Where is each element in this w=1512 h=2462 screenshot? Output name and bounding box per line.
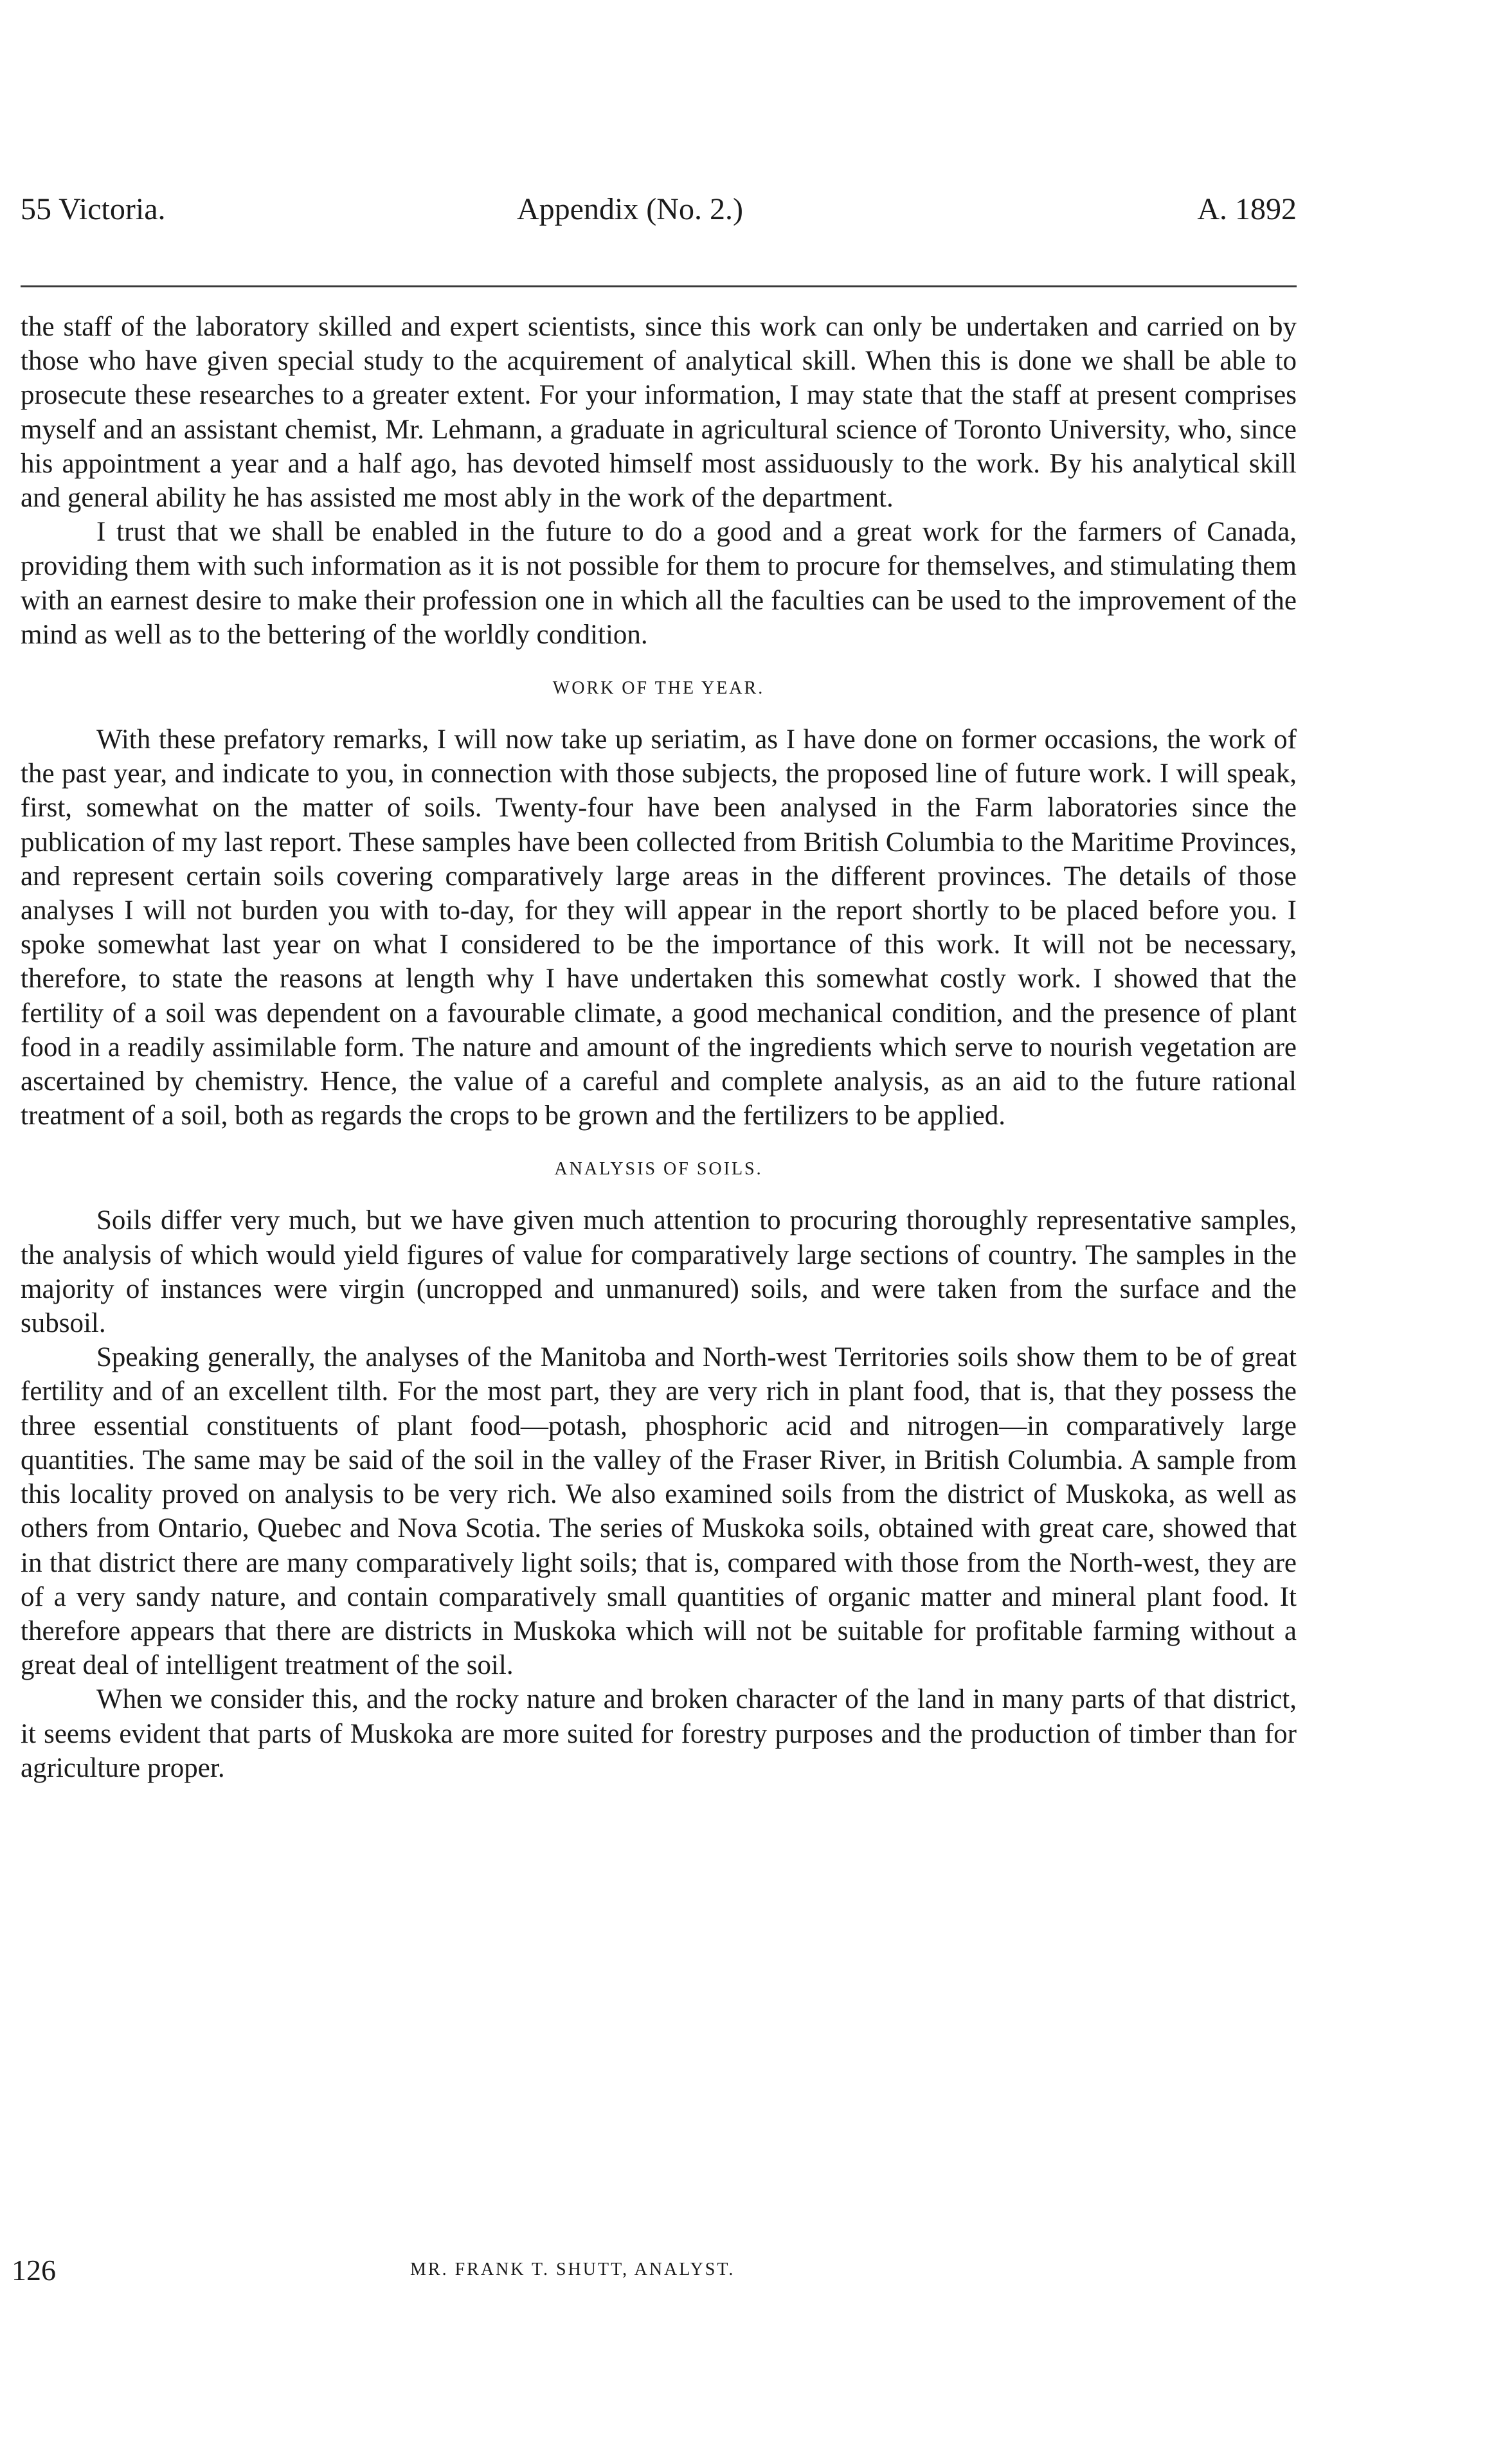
paragraph-work: With these prefatory remarks, I will now take up seriatim, as I have done on former occasions, the work of the past year, and indicate to you, in connection with those subjects, the proposed line of future work. I will speak, first, somewhat on the matter of soils. Twenty-four have been analysed in the Farm laboratories since the publication of my last report. These samples have been collected from British Columbia to the Maritime Provinces, and represent certain soils covering comparatively large areas in the different provinces. The details of those analyses I will not burden you with to-day, for they will appear in the report shortly to be placed before you. I spoke somewhat last year on what I considered to be the importance of this work. It will not be necessary, therefore, to state the reasons at length why I have undertaken this somewhat costly work. I showed that the fertility of a soil was dependent on a favourable climate, a good mechanical condition, and the presence of plant food in a readily assimilable form. The nature and amount of the ingredients which serve to nourish vegetation are ascertained by chemistry. Hence, the value of a careful and complete analysis, as an aid to the future rational treatment of a soil, both as regards the crops to be grown and the fertilizers to be applied. <box>21 724 1297 1131</box>
paragraph-trust: I trust that we shall be enabled in the future to do a good and a great work for the farmers of Canada, providing them with such information as it is not possible for them to procure for themselves, and stimulating them with an earnest desire to make their profession one in which all the faculties can be used to the improvement of the mind as well as to the bettering of the worldly condition. <box>21 517 1297 650</box>
paragraph-muskoka: When we consider this, and the rocky nature and broken character of the land in many parts of that district, it seems evident that parts of Muskoka are more suited for forestry purposes and the production of timber than for agriculture proper. <box>21 1684 1297 1783</box>
body-text <box>21 310 1297 1785</box>
paragraph-staff: the staff of the laboratory skilled and expert scientists, since this work can only be undertaken and carried on by those who have given special study to the acquirement of analytical skill. When this is done we shall be able to prosecute these researches to a greater extent. For your information, I may state that the staff at present comprises myself and an assistant chemist, Mr. Lehmann, a graduate in agricultural science of Toronto University, who, since his appointment a year and a half ago, has devoted himself most assiduously to the work. By his analytical skill and general ability he has assisted me most ably in the work of the department. <box>21 312 1297 514</box>
footer-signature: MR. FRANK T. SHUTT, ANALYST. <box>410 2260 735 2279</box>
paragraph-speaking-generally: Speaking generally, the analyses of the Manitoba and North-west Territories soils show them to be of great fertility and of an excellent tilth. For the most part, they are very rich in plant food, that is, that they possess the three essential constituents of plant food—potash, phosphoric acid and nitrogen—in comparatively large quantities. The same may be said of the soil in the valley of the Fraser River, in British Columbia. A sample from this locality proved on analysis to be very rich. We also examined soils from the district of Muskoka, as well as others from Ontario, Quebec and Nova Scotia. The series of Muskoka soils, obtained with great care, showed that in that district there are many comparatively light soils; that is, compared with those from the North-west, they are of a very sandy nature, and contain comparatively small quantities of organic matter and mineral plant food. It therefore appears that there are districts in Muskoka which will not be suitable for profitable farming without a great deal of intelligent treatment of the soil. <box>21 1342 1297 1681</box>
header-rule <box>21 285 1297 287</box>
heading-analysis-of-soils: ANALYSIS OF SOILS. <box>554 1159 763 1180</box>
header-year: A. 1892 <box>1197 192 1297 226</box>
heading-work-of-the-year: WORK OF THE YEAR. <box>552 678 765 699</box>
running-header <box>21 192 1297 230</box>
paragraph-soils-differ: Soils differ very much, but we have given much attention to procuring thoroughly representative samples, the analysis of which would yield figures of value for comparatively large sections of country. The samples in the majority of instances were virgin (uncropped and unmanured) soils, and were taken from the surface and the subsoil. <box>21 1205 1297 1339</box>
page-footer <box>12 2253 1297 2292</box>
page-number: 126 <box>12 2254 56 2287</box>
header-appendix: Appendix (No. 2.) <box>517 192 743 226</box>
header-session: 55 Victoria. <box>21 192 166 226</box>
